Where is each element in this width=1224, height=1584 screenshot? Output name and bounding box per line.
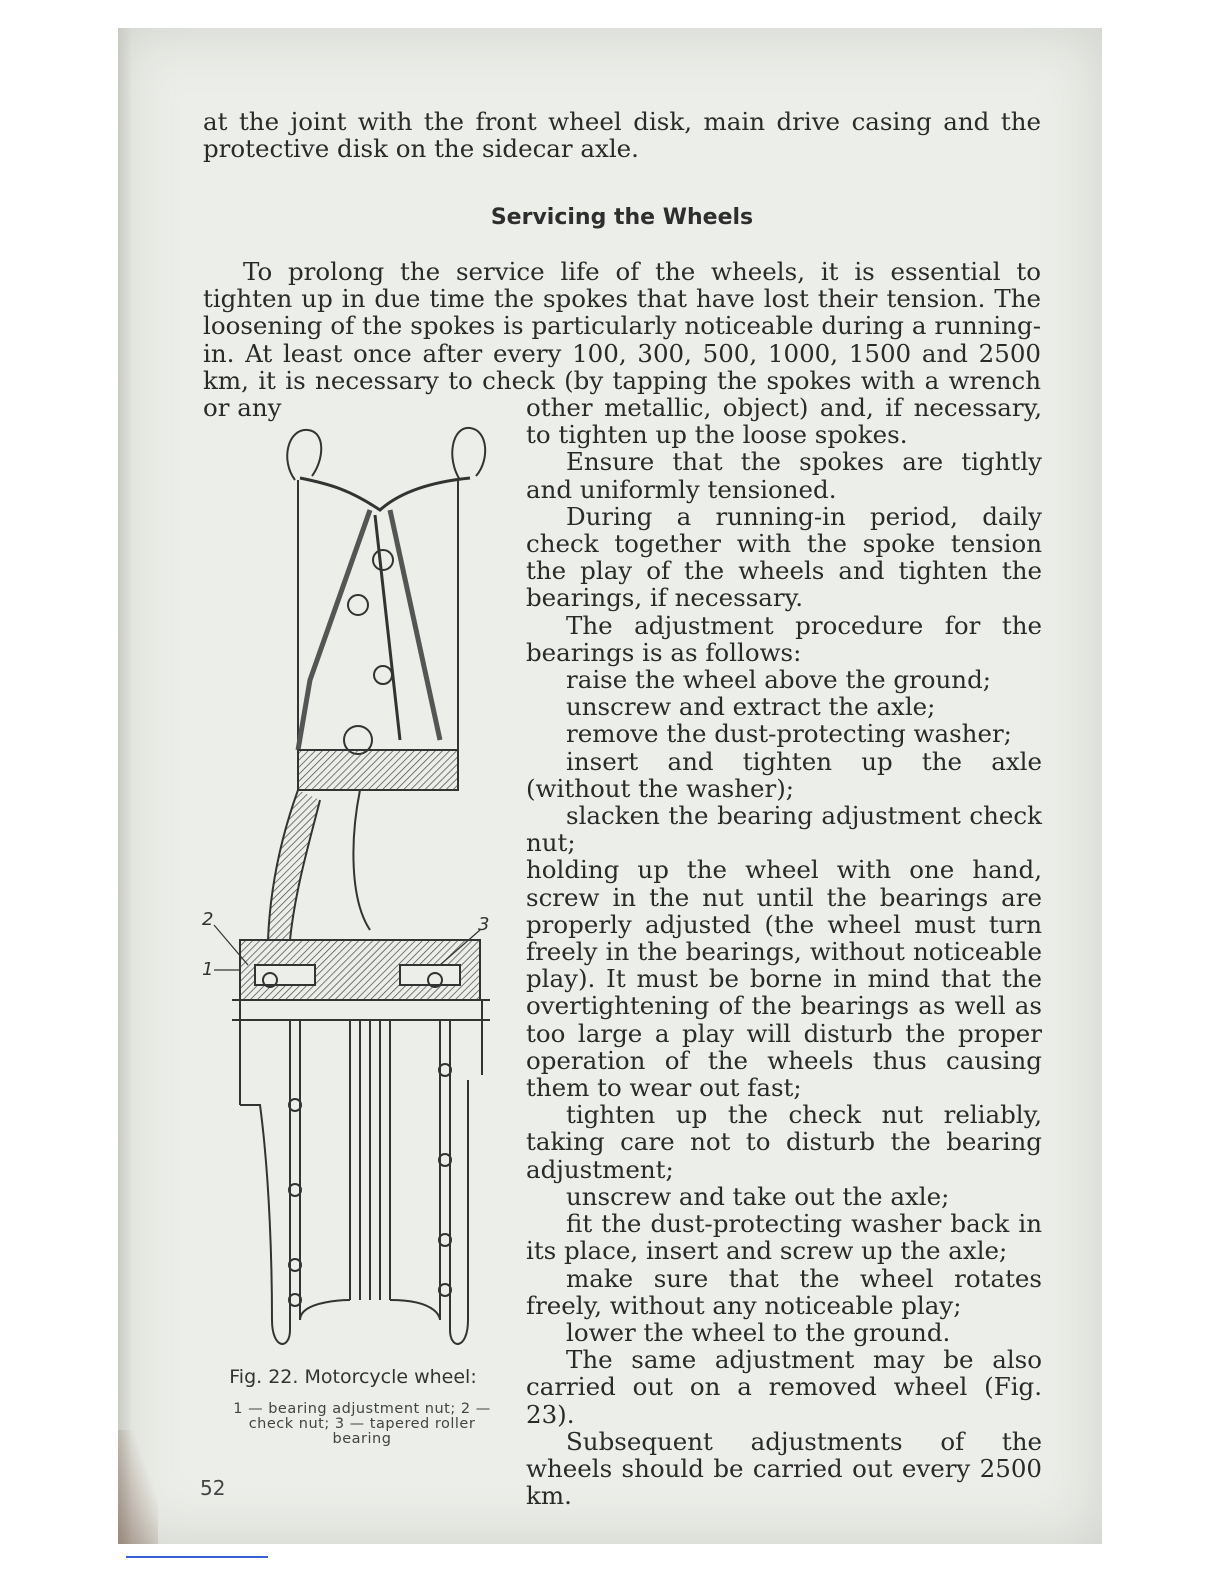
binding-shadow xyxy=(118,1430,158,1544)
right-column-paragraph: fit the dust-protecting washer back in its place, insert and screw up the axle; xyxy=(526,1209,1042,1266)
spoke-nipple xyxy=(374,666,392,684)
motorcycle-wheel-figure xyxy=(200,420,500,1350)
spoke-nipple xyxy=(373,550,393,570)
right-column-paragraph: make sure that the wheel rotates freely, without any noticeable play; xyxy=(526,1263,1042,1320)
right-column-paragraph: lower the wheel to the ground. xyxy=(566,1317,951,1347)
figure-caption: Fig. 22. Motorcycle wheel: xyxy=(229,1366,477,1388)
figure-legend: 1 — bearing adjustment nut; 2 — check nut; 3 — tapered roller bearing xyxy=(233,1401,491,1447)
right-column-paragraph: The adjustment procedure for the bearings is as follows: xyxy=(526,610,1042,667)
intro-paragraph: at the joint with the front wheel disk, main drive casing and the protective disk on the sidecar axle. xyxy=(203,107,1041,164)
spoke-left xyxy=(298,510,370,750)
paragraph-spokes: To prolong the service life of the wheels, it is essential to tighten up in due time the spokes that have lost their tension. The loosening of the spokes is particularly noticeable during a running-in. At least once after every 100, 300, 500, 1000, 1500 and 2500 km, it is necessary to check (by tapping the spokes with a wrench or any xyxy=(203,257,1041,423)
callout-label-3: 3 xyxy=(478,914,490,935)
right-column-paragraph: tighten up the check nut reliably, taking care not to disturb the bearing adjustment; xyxy=(526,1100,1042,1184)
rim-left-flange xyxy=(287,430,321,480)
section-heading: Servicing the Wheels xyxy=(490,205,754,230)
hub-shell-left xyxy=(268,790,320,940)
brake-drum-outline xyxy=(240,1105,290,1344)
right-column-paragraph: slacken the bearing adjustment check nut; xyxy=(526,801,1042,858)
bottom-rule xyxy=(126,1556,268,1558)
rim-profile xyxy=(300,478,470,510)
right-column-text xyxy=(526,394,1042,1509)
page-edge-shading xyxy=(118,28,132,1544)
right-column-paragraph: Subsequent adjustments of the wheels should be carried out every 2500 km. xyxy=(526,1426,1042,1511)
right-column-paragraph: Ensure that the spokes are tightly and uniformly tensioned. xyxy=(526,447,1042,504)
right-column-paragraph: The same adjustment may be also carried out on a removed wheel (Fig. 23). xyxy=(526,1345,1042,1429)
right-column-paragraph: unscrew and take out the axle; xyxy=(566,1181,950,1211)
right-column-paragraph: remove the dust-protecting washer; xyxy=(566,719,1012,749)
callout-label-2: 2 xyxy=(202,909,214,930)
right-column-paragraph: raise the wheel above the ground; xyxy=(566,665,992,695)
right-column-paragraph: insert and tighten up the axle (without the washer); xyxy=(526,746,1042,803)
hub-flange xyxy=(298,750,458,790)
callout-label-1: 1 xyxy=(202,959,214,980)
spoke-nipple xyxy=(348,595,368,615)
right-column-paragraph: During a running-in period, daily check together with the spoke tension the play of the wheels and tighten the bearings, if necessary. xyxy=(526,501,1042,613)
right-column-paragraph: unscrew and extract the axle; xyxy=(566,692,936,722)
page-number: 52 xyxy=(200,1476,226,1500)
right-column-paragraph: other metallic, object) and, if necessary, to tighten up the loose spokes. xyxy=(526,393,1042,450)
right-column-paragraph: holding up the wheel with one hand, screw in the nut until the bearings are properly adjusted (the wheel must turn freely in the bearings, without noticeable play). It must be borne in mind that the overtightening of the bearings as well as too large a play will disturb the proper operation of the wheels thus causing them to wear out fast; xyxy=(526,855,1042,1103)
rim-right-flange xyxy=(452,428,485,480)
